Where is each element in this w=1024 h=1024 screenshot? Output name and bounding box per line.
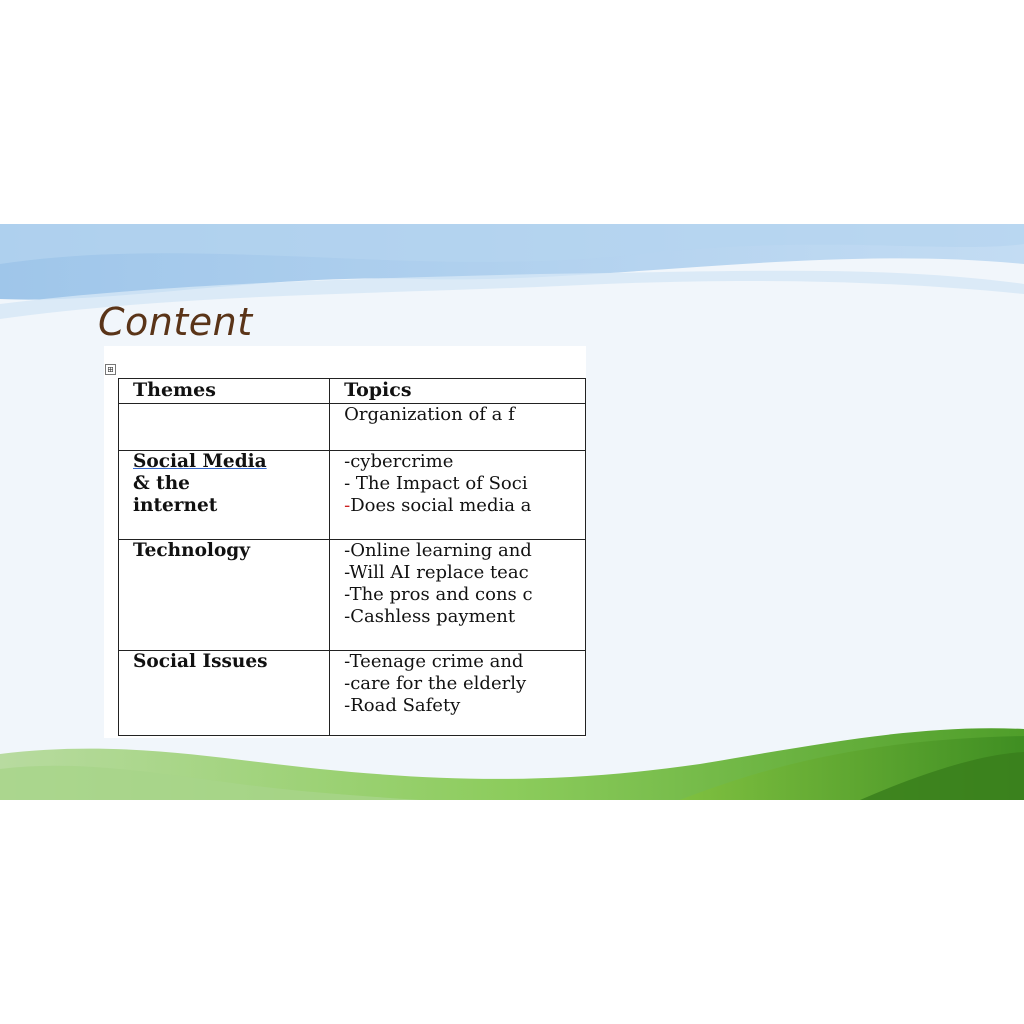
topic-line: -Will AI replace teac xyxy=(344,562,529,583)
topic-line: -Road Safety xyxy=(344,695,461,716)
table-row xyxy=(119,651,586,736)
column-header-themes: Themes xyxy=(119,379,330,404)
theme-cell xyxy=(119,404,330,451)
topics-cell xyxy=(330,451,586,540)
topic-line: Organization of a f xyxy=(344,404,515,425)
table-header-row xyxy=(119,379,586,404)
topic-line: - The Impact of Soci xyxy=(344,473,528,494)
topic-line: -Cashless payment xyxy=(344,606,516,627)
topics-cell xyxy=(330,651,586,736)
theme-cell: Technology xyxy=(119,540,330,651)
topics-cell xyxy=(330,540,586,651)
topic-line: -Online learning and xyxy=(344,540,532,561)
topic-text: Does social media a xyxy=(350,495,532,516)
theme-cell xyxy=(119,451,330,540)
column-header-topics: Topics xyxy=(330,379,586,404)
slide xyxy=(0,224,1024,800)
theme-line: internet xyxy=(133,495,218,516)
table-row xyxy=(119,451,586,540)
slide-title: Content xyxy=(98,300,253,344)
topics-table xyxy=(118,378,586,736)
topic-line xyxy=(344,495,585,517)
red-dash: - xyxy=(344,495,351,516)
topic-line: -care for the elderly xyxy=(344,673,527,694)
topic-line: -cybercrime xyxy=(344,451,454,472)
table-row xyxy=(119,540,586,651)
theme-line: & the xyxy=(133,473,190,494)
table-move-icon[interactable]: ⊞ xyxy=(105,364,116,375)
topic-line: -The pros and cons c xyxy=(344,584,533,605)
theme-cell: Social Issues xyxy=(119,651,330,736)
table-row xyxy=(119,404,586,451)
topics-cell xyxy=(330,404,586,451)
theme-line: Social Media xyxy=(133,451,267,472)
topics-table-image xyxy=(104,346,586,738)
topic-line: -Teenage crime and xyxy=(344,651,524,672)
